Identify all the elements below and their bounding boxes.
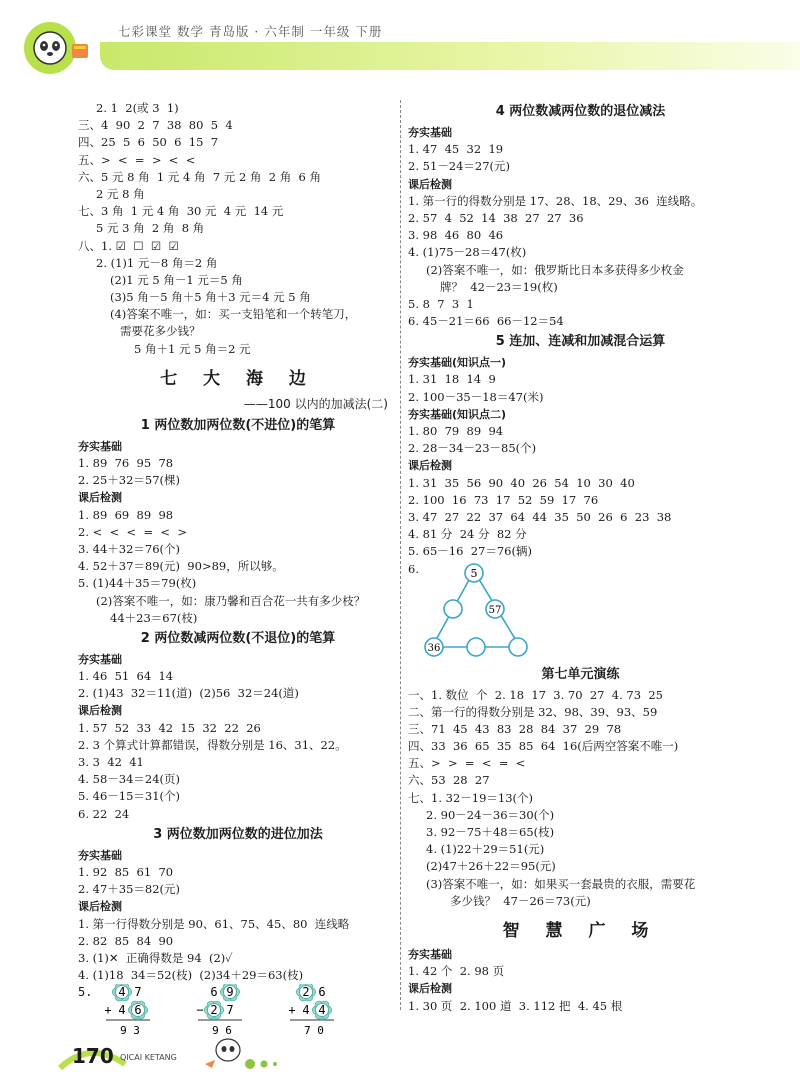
section-title: 5 连加、连减和加减混合运算 <box>495 334 666 350</box>
page-header <box>0 0 800 80</box>
subsection-label: 课后检测 <box>78 491 122 505</box>
answer-line: 3. 44＋32＝76(个) <box>78 541 181 556</box>
triangle-figure <box>422 561 582 663</box>
right-column <box>408 100 753 1015</box>
answer-line: 5. <box>78 985 93 1000</box>
answer-line: 4. 81 分 24 分 82 分 <box>408 527 527 542</box>
sum-digit: 4 <box>318 1003 326 1018</box>
answer-line: 三、71 45 43 83 28 84 37 29 78 <box>408 721 622 736</box>
sum-digit: 2 <box>302 985 310 1000</box>
section-title: 4 两位数减两位数的退位减法 <box>495 104 666 119</box>
answer-line: 3. 47 27 22 37 64 44 35 50 26 6 23 38 <box>408 509 672 524</box>
answer-line: 2. 25＋32＝57(棵) <box>78 473 181 488</box>
header-green-bar <box>100 42 800 70</box>
answer-line: 六、53 28 27 <box>408 773 490 788</box>
answer-line: 4. 52＋37＝89(元) 90>89，所以够。 <box>78 559 284 574</box>
answer-line: 5. 46－15＝31(个) <box>78 789 181 804</box>
answer-line: 5 角＋1 元 5 角＝2 元 <box>134 341 251 356</box>
unit-title: 七 大 海 边 <box>160 368 316 389</box>
answer-line: 6. <box>408 561 419 576</box>
column-divider <box>400 100 401 1010</box>
answer-line: 1. 92 85 61 70 <box>78 864 174 879</box>
answer-line: 3. 98 46 80 46 <box>408 228 504 243</box>
answer-line: 2. 82 85 84 90 <box>78 933 174 948</box>
triangle-puzzle <box>408 561 753 663</box>
subsection-label: 夯实基础 <box>408 947 452 961</box>
answer-line: (2)47＋26＋22＝95(元) <box>426 859 556 874</box>
answer-line: 2. 57 4 52 14 38 27 27 36 <box>408 210 584 225</box>
section-title: 2 两位数减两位数(不退位)的笔算 <box>140 630 336 646</box>
section-title: 1 两位数加两位数(不进位)的笔算 <box>140 417 336 433</box>
subsection-label: 课后检测 <box>408 459 452 473</box>
subsection-label: 夯实基础(知识点二) <box>408 407 507 421</box>
answer-line: 2 元 8 角 <box>96 186 145 201</box>
answer-line: 2. 1 2(或 3 1) <box>96 101 179 115</box>
answer-line: 六、5 元 8 角 1 元 4 角 7 元 2 角 2 角 6 角 <box>78 169 321 184</box>
answer-line: 五、> < = > < < <box>78 152 196 167</box>
answer-line: 3. 92－75＋48＝65(枝) <box>426 825 555 839</box>
answer-line: 4. 58－34＝24(页) <box>78 772 181 787</box>
answer-line: 1. 31 18 14 9 <box>408 372 496 387</box>
header-title: 七彩课堂 数学 青岛版 · 六年制 一年级 下册 <box>118 24 383 39</box>
subsection-label: 课后检测 <box>78 900 122 914</box>
sum-result: 9 3 <box>120 1024 140 1038</box>
subsection-label: 夯实基础(知识点一) <box>408 356 507 370</box>
answer-line: 2. 100 16 73 17 52 59 17 76 <box>408 492 599 507</box>
sum-operator: − <box>196 1003 204 1018</box>
sum-digit: 6 <box>210 985 218 1000</box>
sum-digit: 7 <box>226 1003 234 1018</box>
answer-line: 八、1. ☑ ☐ ☑ ☑ <box>78 238 179 253</box>
answer-line: 4. (1)75－28＝47(枚) <box>408 245 527 260</box>
answer-line: (2)1 元 5 角－1 元＝5 角 <box>110 272 243 287</box>
left-column <box>78 100 398 1042</box>
answer-line: (4)答案不唯一，如：买一支铅笔和一个转笔刀， <box>110 307 357 322</box>
subsection-label: 夯实基础 <box>78 439 122 453</box>
answer-line: 5. 65－16 27＝76(辆) <box>408 544 532 559</box>
subsection-label: 夯实基础 <box>408 126 452 139</box>
subsection-label: 课后检测 <box>408 982 452 996</box>
answer-line: 四、25 5 6 50 6 15 7 <box>78 135 219 150</box>
sum-result: 9 6 <box>212 1024 232 1038</box>
answer-line: 2. 3 个算式计算都错误，得数分别是 16、31、22。 <box>78 737 347 752</box>
answer-line: 牌？ 42－23＝19(枚) <box>440 279 558 294</box>
triangle-top-value: 5 <box>470 566 478 580</box>
page-footer <box>0 1020 800 1082</box>
answer-line: 2. < < < = < > <box>78 524 187 539</box>
answer-line: 三、4 90 2 7 38 80 5 4 <box>78 118 233 133</box>
sum-digit: 7 <box>134 985 142 1000</box>
sum-digit: 9 <box>226 985 234 1000</box>
answer-line: 五、> > = < = < <box>408 756 526 771</box>
subsection-label: 课后检测 <box>78 704 122 718</box>
answer-line: 1. 57 52 33 42 15 32 22 26 <box>78 720 261 735</box>
answer-line: 3. (1)✕ 正确得数是 94 (2)✓ <box>78 950 233 965</box>
sum-digit: 4 <box>118 1003 126 1018</box>
sum-digit: 6 <box>318 985 326 1000</box>
answer-line: 2. 90－24－36＝30(个) <box>426 807 555 822</box>
triangle-bottom-value: 36 <box>427 642 441 654</box>
answer-line: 5. (1)44＋35＝79(枚) <box>78 576 197 591</box>
section-title: 第七单元演练 <box>541 666 620 682</box>
sum-digit: 4 <box>118 985 126 1000</box>
answer-line: 4. (1)22＋29＝51(元) <box>426 842 545 857</box>
answer-line: 6. 22 24 <box>78 806 130 821</box>
triangle-mid-value: 57 <box>488 604 502 616</box>
answer-line: 2. 100－35－18＝47(米) <box>408 389 544 404</box>
answer-line: 七、1. 32－19＝13(个) <box>408 790 534 805</box>
sum-result: 7 0 <box>304 1024 324 1038</box>
answer-line: 1. 第一行得数分别是 90、61、75、45、80 连线略 <box>78 916 350 931</box>
unit-subtitle: ——100 以内的加减法(二) <box>243 396 388 411</box>
answer-line: 1. 46 51 64 14 <box>78 669 174 684</box>
answer-line: 2. (1)43 32＝11(道) (2)56 32＝24(道) <box>78 686 299 701</box>
subsection-label: 夯实基础 <box>78 848 122 862</box>
sum-digit: 2 <box>210 1003 218 1018</box>
answer-line: 1. 30 页 2. 100 道 3. 112 把 4. 45 根 <box>408 998 623 1013</box>
answer-line: 4. (1)18 34＝52(枝) (2)34＋29＝63(枝) <box>78 968 304 983</box>
footer-decoration <box>0 1020 800 1082</box>
answer-line: (2)答案不唯一，如：康乃馨和百合花一共有多少枝？ <box>96 593 366 608</box>
answer-line: 2. (1)1 元－8 角＝2 角 <box>96 255 218 270</box>
answer-line: 多少钱？ 47－26＝73(元) <box>450 893 591 908</box>
answer-line: 1. 第一行的得数分别是 17、28、18、29、36 连线略。 <box>408 193 703 208</box>
answer-line: 1. 80 79 89 94 <box>408 424 504 438</box>
answer-line: 一、1. 数位 个 2. 18 17 3. 70 27 4. 73 25 <box>408 687 663 702</box>
brand-text: QICAI KETANG <box>120 1053 177 1062</box>
answer-line: 6. 45－21＝66 66－12＝54 <box>408 314 564 329</box>
answer-line: 七、3 角 1 元 4 角 30 元 4 元 14 元 <box>78 204 284 219</box>
answer-line: (2)答案不唯一，如：俄罗斯比日本多获得多少枚金 <box>426 262 684 277</box>
answer-line: 5 元 3 角 2 角 8 角 <box>96 221 205 236</box>
section-title: 3 两位数加两位数的进位加法 <box>153 826 323 842</box>
header-strip <box>0 0 800 6</box>
answer-line: 44＋23＝67(枝) <box>110 610 198 625</box>
answer-line: 2. 51－24＝27(元) <box>408 159 511 174</box>
answer-line: 1. 89 69 89 98 <box>78 507 174 522</box>
answer-line: 5. 8 7 3 1 <box>408 296 474 311</box>
section-title: 智 慧 广 场 <box>502 920 659 941</box>
answer-line: 1. 89 76 95 78 <box>78 456 174 470</box>
subsection-label: 夯实基础 <box>78 652 122 666</box>
sum-digit: 6 <box>134 1003 142 1018</box>
answer-line: 二、第一行的得数分别是 32、98、39、93、59 <box>408 704 658 719</box>
answer-line: (3)答案不唯一，如：如果买一套最贵的衣服，需要花 <box>426 876 696 891</box>
answer-line: 1. 47 45 32 19 <box>408 142 504 157</box>
subsection-label: 课后检测 <box>408 177 452 191</box>
answer-line: 四、33 36 65 35 85 64 16(后两空答案不唯一) <box>408 739 679 754</box>
panda-mascot-icon <box>20 18 94 78</box>
sum-operator: + <box>288 1003 296 1018</box>
answer-line: 需要花多少钱？ <box>120 324 201 339</box>
answer-line: 1. 31 35 56 90 40 26 54 10 30 40 <box>408 475 635 490</box>
answer-line: 3. 3 42 41 <box>78 755 144 769</box>
answer-line: 2. 47＋35＝82(元) <box>78 882 181 897</box>
answer-line: 1. 42 个 2. 98 页 <box>408 964 505 979</box>
sum-digit: 4 <box>302 1003 310 1018</box>
sum-operator: + <box>104 1003 112 1018</box>
page-number: 170 <box>72 1044 114 1068</box>
answer-line: (3)5 角－5 角＋5 角＋3 元＝4 元 5 角 <box>110 290 311 305</box>
answer-line: 2. 28－34－23－85(个) <box>408 441 537 456</box>
